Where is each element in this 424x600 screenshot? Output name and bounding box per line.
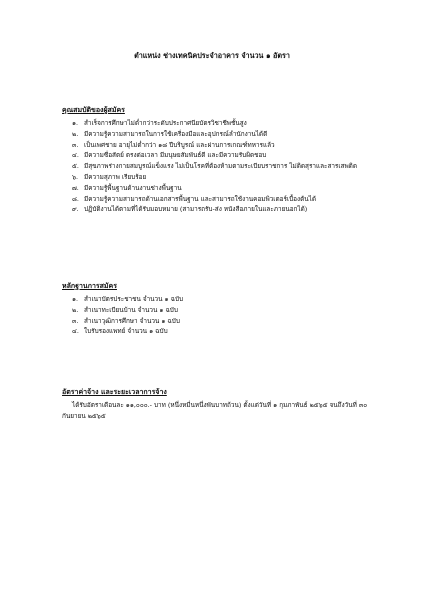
- item-number: ๒.: [72, 129, 79, 138]
- documents-heading: หลักฐานการสมัคร: [62, 282, 117, 290]
- salary-text: ได้รับอัตราเดือนละ ๑๑,๐๐๐.- บาท (หนึ่งหมื่นหนึ่งพันบาทถ้วน) ตั้งแต่วันที่ ๑ กุมภาพันธ์ ๒๕๖๕ จนถึงวันที่ ๓๐ กันยายน ๒๕๖๕: [62, 401, 368, 420]
- documents-section: [62, 280, 392, 337]
- qualifications-heading: คุณสมบัติของผู้สมัคร: [62, 106, 125, 114]
- item-number: ๖.: [72, 172, 79, 181]
- documents-list: [62, 294, 392, 337]
- salary-section: [62, 386, 392, 422]
- item-number: ๘.: [72, 194, 79, 203]
- qualification-item: [62, 194, 392, 205]
- qualification-item: [62, 150, 392, 161]
- item-number: ๕.: [72, 162, 79, 171]
- document-item: [62, 316, 392, 327]
- item-text: สำเนาทะเบียนบ้าน จำนวน ๑ ฉบับ: [84, 305, 178, 314]
- item-number: ๒.: [72, 305, 79, 314]
- document-item: [62, 305, 392, 316]
- item-number: ๔.: [72, 327, 79, 336]
- page-title: ตำแหน่ง ช่างเทคนิคประจำอาคาร จำนวน ๑ อัตรา: [134, 51, 290, 60]
- qualification-item: [62, 161, 392, 172]
- item-number: ๓.: [72, 140, 79, 149]
- document-item: [62, 326, 392, 337]
- item-text: สำเนาวุฒิการศึกษา จำนวน ๑ ฉบับ: [84, 316, 180, 325]
- item-text: มีความสุภาพ เรียบร้อย: [84, 172, 147, 181]
- qualifications-section: [62, 104, 392, 215]
- qualification-item: [62, 129, 392, 140]
- item-text: สำเร็จการศึกษาไม่ต่ำกว่าระดับประกาศนียบัตรวิชาชีพชั้นสูง: [84, 119, 247, 127]
- item-number: ๔.: [72, 151, 79, 160]
- qualifications-list: [62, 118, 392, 215]
- qualification-item: [62, 172, 392, 183]
- item-number: ๓.: [72, 316, 79, 325]
- qualification-item: [62, 140, 392, 151]
- document-item: [62, 294, 392, 305]
- item-text: มีความรู้ความสามารถในการใช้เครื่องมือและอุปกรณ์ลำนักงานได้ดี: [84, 129, 268, 138]
- item-text: เป็นเพศชาย อายุไม่ต่ำกว่า ๑๘ ปีบริบูรณ์ และผ่านการเกณฑ์ทหารแล้ว: [84, 140, 275, 149]
- item-text: ปฏิบัติงานได้ตามที่ได้รับมอบหมาย (สามารถรับ-ส่ง หนังสือภายในและภายนอกได้): [84, 205, 308, 214]
- item-text: มีความรู้ความสามารถด้านเอกสารพื้นฐาน และสามารถใช้งานคอมพิวเตอร์เบื้องต้นได้: [84, 194, 316, 203]
- salary-heading: อัตราค่าจ้าง และระยะเวลาการจ้าง: [62, 388, 167, 396]
- item-number: ๑.: [72, 119, 79, 127]
- item-text: ใบรับรองแพทย์ จำนวน ๑ ฉบับ: [84, 327, 168, 336]
- item-text: สำเนาบัตรประชาชน จำนวน ๑ ฉบับ: [84, 295, 184, 303]
- item-number: ๗.: [72, 183, 79, 192]
- item-number: ๑.: [72, 295, 79, 303]
- item-number: ๙.: [72, 205, 79, 214]
- qualification-item: [62, 204, 392, 215]
- item-text: มีความรู้พื้นฐานด้านงานช่างพื้นฐาน: [84, 183, 182, 192]
- item-text: มีสุขภาพร่างกายสมบูรณ์แข็งแรง ไม่เป็นโรคที่ต้องห้ามตามระเบียบราชการ ไม่ติดสุราและสารเสพติด: [84, 162, 357, 171]
- qualification-item: [62, 118, 392, 129]
- qualification-item: [62, 183, 392, 194]
- item-text: มีความซื่อสัตย์ ตรงต่อเวลา มีมนุษยสัมพันธ์ดี และมีความรับผิดชอบ: [84, 151, 267, 160]
